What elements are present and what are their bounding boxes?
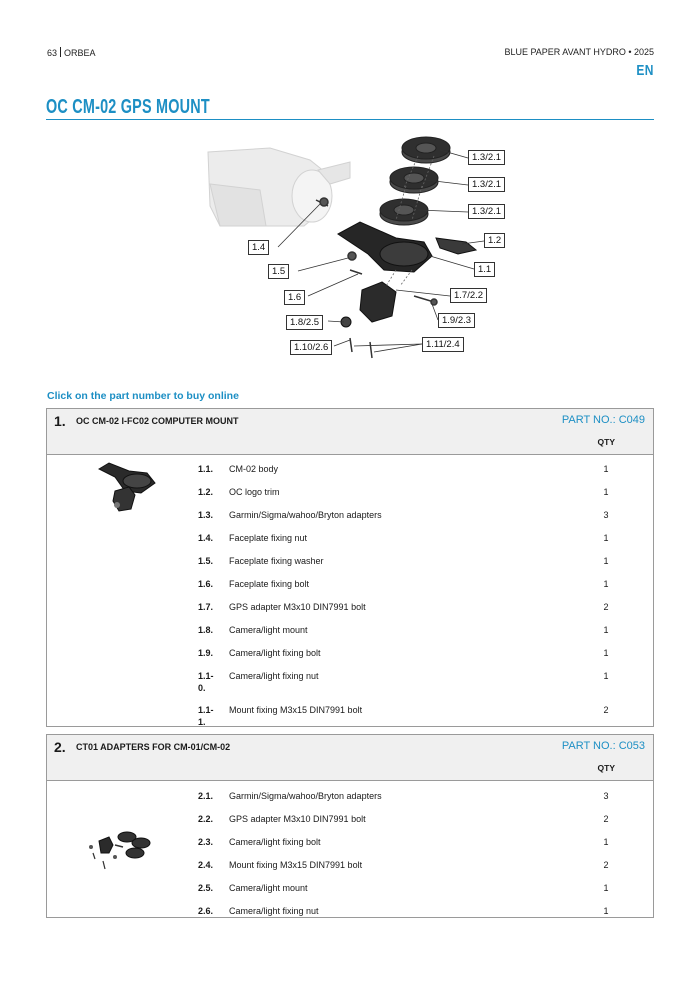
brand-name: ORBEA [64, 48, 96, 58]
item-description: Camera/light mount [229, 625, 308, 635]
callout-1-6[interactable]: 1.6 [284, 290, 305, 305]
callout-1-1[interactable]: 1.1 [474, 262, 495, 277]
item-description: Camera/light mount [229, 883, 308, 893]
section-header [47, 735, 653, 781]
callout-1-11-2-4[interactable]: 1.11/2.4 [422, 337, 464, 352]
exploded-diagram [200, 130, 510, 370]
item-description: Garmin/Sigma/wahoo/Bryton adapters [229, 510, 382, 520]
part-number-link[interactable]: PART NO.: C053 [561, 740, 645, 752]
title-divider [46, 119, 654, 120]
buy-online-note: Click on the part number to buy online [47, 390, 239, 402]
header-divider [60, 47, 61, 57]
callout-1-7-2-2[interactable]: 1.7/2.2 [450, 288, 487, 303]
item-number: 2.2. [198, 814, 214, 824]
item-number: 2.5. [198, 883, 214, 893]
item-number: 2.1. [198, 791, 214, 801]
section-number: 2. [54, 739, 66, 755]
callout-1-10-2-6[interactable]: 1.10/2.6 [290, 340, 332, 355]
item-description: Camera/light fixing nut [229, 671, 319, 681]
parts-section-2 [46, 734, 654, 918]
item-description: Mount fixing M3x15 DIN7991 bolt [229, 860, 363, 870]
page-title: OC CM-02 GPS MOUNT [46, 96, 210, 118]
item-description: Faceplate fixing nut [229, 533, 308, 543]
item-description: Camera/light fixing nut [229, 906, 319, 916]
item-qty: 1 [603, 556, 609, 566]
item-qty: 3 [603, 791, 609, 801]
callout-1-4[interactable]: 1.4 [248, 240, 269, 255]
item-qty: 2 [603, 705, 609, 715]
item-description: CM-02 body [229, 464, 279, 474]
item-number: 1.2. [198, 487, 214, 497]
page-number: 63 [47, 48, 58, 58]
item-number: 1.9. [198, 648, 214, 658]
item-qty: 2 [603, 860, 609, 870]
computer-mount-thumbnail [95, 461, 165, 513]
item-number: 1.5. [198, 556, 214, 566]
callout-1-9-2-3[interactable]: 1.9/2.3 [438, 313, 475, 328]
item-description: Garmin/Sigma/wahoo/Bryton adapters [229, 791, 382, 801]
stem-ghost [208, 148, 350, 226]
item-qty: 1 [603, 883, 609, 893]
section-name: CT01 ADAPTERS FOR CM-01/CM-02 [76, 742, 231, 752]
exploded-view-illustration [200, 130, 510, 370]
item-number: 1.6. [198, 579, 214, 589]
qty-header: QTY [597, 437, 615, 447]
item-number: 2.3. [198, 837, 214, 847]
page-header-left [47, 47, 96, 58]
item-description: Faceplate fixing bolt [229, 579, 310, 589]
item-description: GPS adapter M3x10 DIN7991 bolt [229, 602, 366, 612]
callout-1-3-2-1[interactable]: 1.3/2.1 [468, 150, 505, 165]
item-description: Camera/light fixing bolt [229, 837, 321, 847]
parts-section-1 [46, 408, 654, 727]
item-number: 1.7. [198, 602, 214, 612]
mount-body [338, 222, 476, 272]
item-number: 1.4. [198, 533, 214, 543]
item-qty: 1 [603, 625, 609, 635]
item-description: Mount fixing M3x15 DIN7991 bolt [229, 705, 363, 715]
item-number: 1.1. [198, 464, 214, 474]
item-number: 1.3. [198, 510, 214, 520]
item-number: 1.1-1. [198, 705, 214, 727]
item-description: OC logo trim [229, 487, 280, 497]
adapters-thumbnail [85, 823, 165, 873]
adapter-discs [380, 137, 450, 225]
item-qty: 1 [603, 906, 609, 916]
item-description: GPS adapter M3x10 DIN7991 bolt [229, 814, 366, 824]
item-description: Camera/light fixing bolt [229, 648, 321, 658]
callout-1-3-2-1[interactable]: 1.3/2.1 [468, 204, 505, 219]
item-qty: 3 [603, 510, 609, 520]
item-description: Faceplate fixing washer [229, 556, 324, 566]
item-qty: 1 [603, 671, 609, 681]
section-number: 1. [54, 413, 66, 429]
camera-mount [341, 282, 396, 327]
item-qty: 2 [603, 602, 609, 612]
item-number: 1.8. [198, 625, 214, 635]
item-number: 1.1-0. [198, 671, 214, 693]
callout-1-2[interactable]: 1.2 [484, 233, 505, 248]
item-number: 2.6. [198, 906, 214, 916]
item-qty: 1 [603, 464, 609, 474]
catalog-title: BLUE PAPER AVANT HYDRO • 2025 [504, 47, 654, 57]
item-qty: 1 [603, 579, 609, 589]
section-header [47, 409, 653, 455]
callout-1-5[interactable]: 1.5 [268, 264, 289, 279]
callout-1-3-2-1[interactable]: 1.3/2.1 [468, 177, 505, 192]
callout-1-8-2-5[interactable]: 1.8/2.5 [286, 315, 323, 330]
item-number: 2.4. [198, 860, 214, 870]
item-qty: 1 [603, 837, 609, 847]
item-qty: 1 [603, 648, 609, 658]
section-name: OC CM-02 I-FC02 COMPUTER MOUNT [76, 416, 239, 426]
item-qty: 2 [603, 814, 609, 824]
item-qty: 1 [603, 533, 609, 543]
language-code: EN [636, 62, 654, 79]
qty-header: QTY [597, 763, 615, 773]
item-qty: 1 [603, 487, 609, 497]
part-number-link[interactable]: PART NO.: C049 [561, 414, 645, 426]
